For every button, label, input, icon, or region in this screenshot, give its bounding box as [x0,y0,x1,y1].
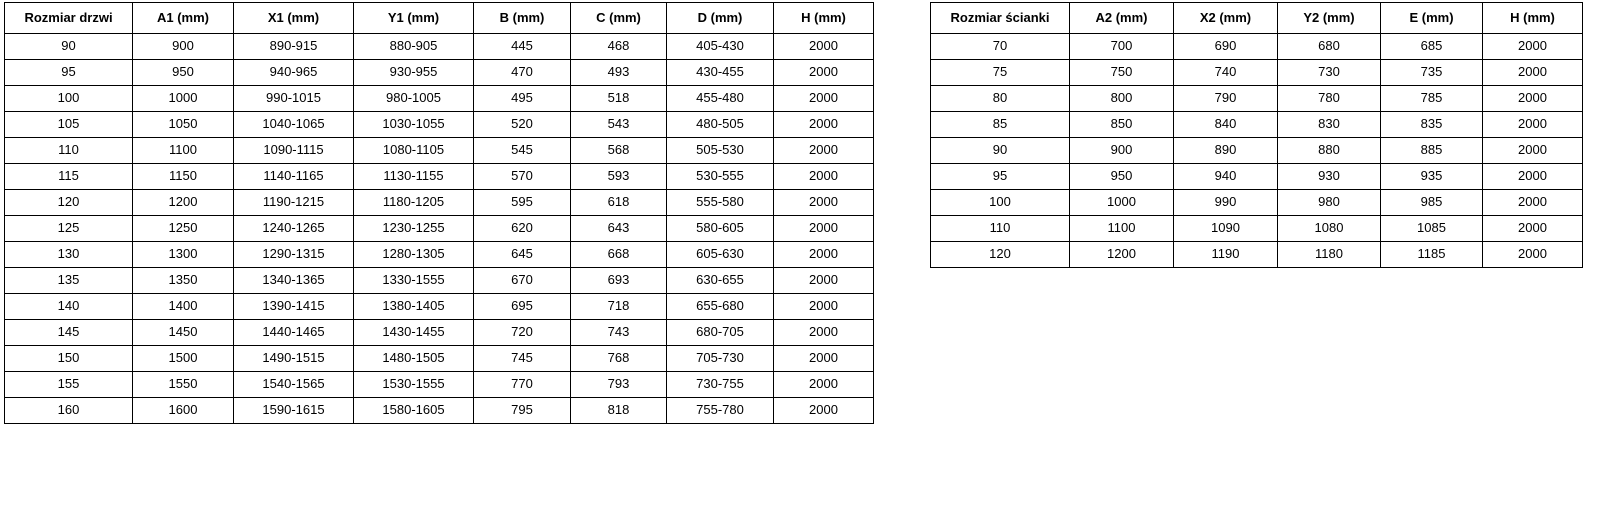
walls-cell: 100 [931,190,1070,216]
walls-cell: 2000 [1483,190,1583,216]
doors-cell: 115 [5,164,133,190]
doors-cell: 2000 [774,138,874,164]
doors-cell: 743 [571,320,667,346]
table-row [5,346,874,372]
doors-cell: 495 [474,86,571,112]
doors-cell: 493 [571,60,667,86]
doors-column-header: X1 (mm) [234,3,354,34]
doors-cell: 900 [133,34,234,60]
doors-cell: 1130-1155 [354,164,474,190]
walls-cell: 735 [1381,60,1483,86]
doors-cell: 1350 [133,268,234,294]
doors-cell: 755-780 [667,398,774,424]
doors-cell: 405-430 [667,34,774,60]
doors-cell: 795 [474,398,571,424]
walls-cell: 850 [1070,112,1174,138]
doors-cell: 693 [571,268,667,294]
doors-cell: 2000 [774,216,874,242]
walls-cell: 830 [1278,112,1381,138]
doors-cell: 745 [474,346,571,372]
walls-table-body [931,34,1583,268]
table-row [5,60,874,86]
walls-cell: 85 [931,112,1070,138]
doors-cell: 940-965 [234,60,354,86]
walls-cell: 935 [1381,164,1483,190]
walls-cell: 2000 [1483,86,1583,112]
walls-cell: 985 [1381,190,1483,216]
walls-cell: 950 [1070,164,1174,190]
doors-cell: 1390-1415 [234,294,354,320]
doors-cell: 468 [571,34,667,60]
doors-cell: 630-655 [667,268,774,294]
walls-cell: 885 [1381,138,1483,164]
table-row [931,164,1583,190]
doors-cell: 2000 [774,190,874,216]
table-row [931,138,1583,164]
doors-cell: 930-955 [354,60,474,86]
doors-cell: 818 [571,398,667,424]
walls-dimension-table-container [930,2,1583,268]
doors-cell: 593 [571,164,667,190]
table-row [5,112,874,138]
walls-column-header: Y2 (mm) [1278,3,1381,34]
doors-cell: 1290-1315 [234,242,354,268]
walls-cell: 750 [1070,60,1174,86]
walls-cell: 1080 [1278,216,1381,242]
doors-cell: 1250 [133,216,234,242]
table-row [5,268,874,294]
table-row [931,86,1583,112]
walls-column-header: A2 (mm) [1070,3,1174,34]
doors-cell: 880-905 [354,34,474,60]
doors-cell: 130 [5,242,133,268]
doors-cell: 125 [5,216,133,242]
doors-cell: 1340-1365 [234,268,354,294]
doors-cell: 480-505 [667,112,774,138]
walls-cell: 880 [1278,138,1381,164]
doors-cell: 2000 [774,164,874,190]
table-header-row [931,3,1583,34]
table-row [5,138,874,164]
walls-cell: 120 [931,242,1070,268]
walls-cell: 785 [1381,86,1483,112]
walls-cell: 700 [1070,34,1174,60]
walls-cell: 730 [1278,60,1381,86]
table-row [931,112,1583,138]
table-row [5,164,874,190]
doors-column-header: Y1 (mm) [354,3,474,34]
table-row [5,86,874,112]
doors-cell: 580-605 [667,216,774,242]
doors-cell: 95 [5,60,133,86]
walls-cell: 980 [1278,190,1381,216]
doors-cell: 2000 [774,60,874,86]
doors-cell: 110 [5,138,133,164]
doors-cell: 680-705 [667,320,774,346]
walls-cell: 690 [1174,34,1278,60]
doors-dimension-table [4,2,874,424]
doors-cell: 555-580 [667,190,774,216]
doors-cell: 1150 [133,164,234,190]
walls-cell: 2000 [1483,34,1583,60]
doors-cell: 1000 [133,86,234,112]
table-row [5,242,874,268]
doors-cell: 2000 [774,268,874,294]
walls-cell: 95 [931,164,1070,190]
doors-cell: 1190-1215 [234,190,354,216]
doors-cell: 520 [474,112,571,138]
doors-column-header: D (mm) [667,3,774,34]
doors-cell: 618 [571,190,667,216]
doors-cell: 568 [571,138,667,164]
doors-cell: 1080-1105 [354,138,474,164]
walls-cell: 75 [931,60,1070,86]
walls-cell: 1000 [1070,190,1174,216]
doors-cell: 1280-1305 [354,242,474,268]
doors-cell: 1140-1165 [234,164,354,190]
doors-cell: 470 [474,60,571,86]
doors-cell: 145 [5,320,133,346]
doors-cell: 770 [474,372,571,398]
doors-column-header: H (mm) [774,3,874,34]
doors-cell: 720 [474,320,571,346]
doors-cell: 1040-1065 [234,112,354,138]
doors-cell: 730-755 [667,372,774,398]
walls-cell: 70 [931,34,1070,60]
walls-cell: 1200 [1070,242,1174,268]
doors-table-body [5,34,874,424]
doors-dimension-table-container [4,2,874,424]
doors-table-header [5,3,874,34]
walls-cell: 780 [1278,86,1381,112]
walls-column-header: E (mm) [1381,3,1483,34]
doors-cell: 1590-1615 [234,398,354,424]
doors-cell: 135 [5,268,133,294]
walls-cell: 990 [1174,190,1278,216]
walls-cell: 740 [1174,60,1278,86]
doors-column-header: B (mm) [474,3,571,34]
doors-cell: 1440-1465 [234,320,354,346]
doors-cell: 655-680 [667,294,774,320]
walls-cell: 940 [1174,164,1278,190]
doors-cell: 100 [5,86,133,112]
walls-cell: 900 [1070,138,1174,164]
walls-cell: 2000 [1483,112,1583,138]
doors-cell: 990-1015 [234,86,354,112]
doors-cell: 670 [474,268,571,294]
walls-cell: 680 [1278,34,1381,60]
walls-cell: 2000 [1483,242,1583,268]
table-row [5,216,874,242]
table-row [5,372,874,398]
walls-dimension-table [930,2,1583,268]
table-row [5,190,874,216]
walls-cell: 1185 [1381,242,1483,268]
walls-cell: 1100 [1070,216,1174,242]
doors-cell: 445 [474,34,571,60]
doors-cell: 1400 [133,294,234,320]
doors-cell: 605-630 [667,242,774,268]
doors-cell: 1600 [133,398,234,424]
doors-cell: 1540-1565 [234,372,354,398]
doors-column-header: C (mm) [571,3,667,34]
table-row [931,60,1583,86]
doors-cell: 1230-1255 [354,216,474,242]
doors-cell: 2000 [774,294,874,320]
walls-cell: 685 [1381,34,1483,60]
doors-cell: 793 [571,372,667,398]
doors-cell: 155 [5,372,133,398]
doors-cell: 1580-1605 [354,398,474,424]
doors-cell: 643 [571,216,667,242]
doors-cell: 150 [5,346,133,372]
doors-cell: 1330-1555 [354,268,474,294]
doors-cell: 455-480 [667,86,774,112]
table-row [931,190,1583,216]
doors-cell: 718 [571,294,667,320]
walls-cell: 90 [931,138,1070,164]
walls-cell: 2000 [1483,164,1583,190]
walls-cell: 1085 [1381,216,1483,242]
doors-cell: 1200 [133,190,234,216]
doors-cell: 2000 [774,86,874,112]
doors-cell: 2000 [774,34,874,60]
doors-cell: 1500 [133,346,234,372]
doors-cell: 890-915 [234,34,354,60]
walls-cell: 2000 [1483,60,1583,86]
doors-cell: 545 [474,138,571,164]
walls-cell: 790 [1174,86,1278,112]
doors-cell: 695 [474,294,571,320]
doors-column-header: A1 (mm) [133,3,234,34]
table-row [5,398,874,424]
doors-cell: 705-730 [667,346,774,372]
walls-cell: 1180 [1278,242,1381,268]
doors-cell: 2000 [774,242,874,268]
doors-cell: 668 [571,242,667,268]
table-row [5,294,874,320]
doors-cell: 2000 [774,320,874,346]
doors-cell: 518 [571,86,667,112]
doors-cell: 140 [5,294,133,320]
doors-cell: 950 [133,60,234,86]
walls-cell: 930 [1278,164,1381,190]
doors-cell: 105 [5,112,133,138]
walls-table-header [931,3,1583,34]
doors-cell: 980-1005 [354,86,474,112]
doors-cell: 1450 [133,320,234,346]
doors-cell: 1480-1505 [354,346,474,372]
walls-cell: 110 [931,216,1070,242]
table-row [931,216,1583,242]
walls-cell: 2000 [1483,216,1583,242]
doors-cell: 1380-1405 [354,294,474,320]
walls-column-header: X2 (mm) [1174,3,1278,34]
doors-cell: 530-555 [667,164,774,190]
doors-cell: 595 [474,190,571,216]
doors-cell: 1180-1205 [354,190,474,216]
doors-cell: 2000 [774,372,874,398]
doors-cell: 620 [474,216,571,242]
doors-cell: 2000 [774,398,874,424]
doors-cell: 1030-1055 [354,112,474,138]
doors-cell: 1490-1515 [234,346,354,372]
doors-cell: 1550 [133,372,234,398]
walls-column-header: H (mm) [1483,3,1583,34]
doors-cell: 645 [474,242,571,268]
doors-cell: 1100 [133,138,234,164]
doors-cell: 505-530 [667,138,774,164]
doors-cell: 160 [5,398,133,424]
doors-cell: 543 [571,112,667,138]
doors-cell: 1050 [133,112,234,138]
doors-cell: 570 [474,164,571,190]
doors-cell: 768 [571,346,667,372]
doors-cell: 1300 [133,242,234,268]
walls-cell: 890 [1174,138,1278,164]
doors-cell: 430-455 [667,60,774,86]
walls-cell: 2000 [1483,138,1583,164]
table-header-row [5,3,874,34]
doors-cell: 2000 [774,112,874,138]
doors-cell: 1530-1555 [354,372,474,398]
walls-column-header: Rozmiar ścianki [931,3,1070,34]
walls-cell: 1190 [1174,242,1278,268]
doors-cell: 1430-1455 [354,320,474,346]
walls-cell: 80 [931,86,1070,112]
table-row [931,242,1583,268]
doors-column-header: Rozmiar drzwi [5,3,133,34]
doors-cell: 1090-1115 [234,138,354,164]
walls-cell: 800 [1070,86,1174,112]
doors-cell: 90 [5,34,133,60]
table-row [931,34,1583,60]
doors-cell: 2000 [774,346,874,372]
doors-cell: 120 [5,190,133,216]
doors-cell: 1240-1265 [234,216,354,242]
walls-cell: 835 [1381,112,1483,138]
table-row [5,34,874,60]
walls-cell: 840 [1174,112,1278,138]
table-row [5,320,874,346]
walls-cell: 1090 [1174,216,1278,242]
